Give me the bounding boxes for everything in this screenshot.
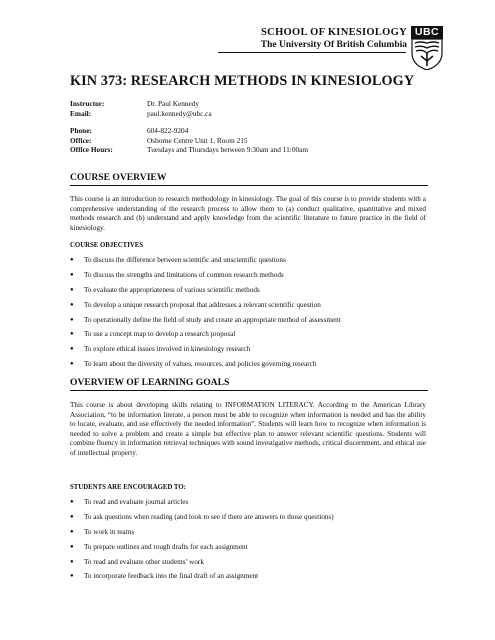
list-item: ● To learn about the diversity of values, resources, and policies governing research <box>70 359 317 368</box>
university-name: The University Of British Columbia <box>260 40 407 50</box>
bullet-icon: ● <box>70 558 74 565</box>
ubc-crest-icon <box>411 39 443 70</box>
email-value: paul.kennedy@ubc.ca <box>147 108 212 118</box>
phone-value: 604-822-9204 <box>147 126 189 135</box>
bullet-icon: ● <box>70 528 74 535</box>
bullet-icon: ● <box>70 286 74 293</box>
email-label: Email: <box>70 108 92 118</box>
list-item: ● To use a concept map to develop a research proposal <box>70 330 236 339</box>
office-hours-label: Office Hours: <box>70 145 113 154</box>
office-hours-row <box>70 145 308 155</box>
ubc-logo <box>411 26 443 70</box>
encouraged-heading: STUDENTS ARE ENCOURAGED TO: <box>70 484 186 491</box>
school-name: SCHOOL OF KINESIOLOGY <box>261 27 407 38</box>
list-item: ● To explore ethical issues involved in kinesiology research <box>70 345 251 354</box>
bullet-icon: ● <box>70 316 74 323</box>
list-item: ● To read and evaluate other students’ work <box>70 557 204 566</box>
office-block <box>70 126 308 155</box>
instructor-value: Dr. Paul Kennedy <box>147 99 200 108</box>
course-overview-text: This course is an introduction to research methodology in kinesiology. The goal of this course is to provide students with a comprehensive understanding of the research process to allow them to (a) conduct qualitative, quantitative and mixed methods research and (b) understand and apply knowledge from the scientific literature to future practice in the field of kinesiology. <box>70 195 426 232</box>
ubc-logo-text: UBC <box>411 26 443 39</box>
list-item: ● To ask questions when reading (and look to see if there are answers to those questions) <box>70 513 334 522</box>
learning-goals-heading: OVERVIEW OF LEARNING GOALS <box>70 377 428 391</box>
bullet-icon: ● <box>70 360 74 367</box>
bullet-icon: ● <box>70 573 74 580</box>
course-objectives-heading: COURSE OBJECTIVES <box>70 242 144 249</box>
bullet-icon: ● <box>70 272 74 279</box>
phone-row <box>70 126 308 136</box>
bullet-icon: ● <box>70 301 74 308</box>
course-title: KIN 373: RESEARCH METHODS IN KINESIOLOGY <box>70 73 415 89</box>
bullet-icon: ● <box>70 543 74 550</box>
office-value: Osborne Centre Unit 1, Room 215 <box>147 135 248 145</box>
bullet-icon: ● <box>70 499 74 506</box>
list-item: ● To work in teams <box>70 527 134 536</box>
bullet-icon: ● <box>70 257 74 264</box>
office-row <box>70 136 308 146</box>
course-objectives-list <box>70 253 430 371</box>
list-item: ● To discuss the strengths and limitations of common research methods <box>70 271 284 280</box>
list-item: ● To discuss the difference between scientific and unscientific questions <box>70 256 286 265</box>
page-header <box>261 26 407 51</box>
office-label: Office: <box>70 135 92 145</box>
bullet-icon: ● <box>70 346 74 353</box>
phone-label: Phone: <box>70 126 92 135</box>
office-hours-value: Tuesdays and Thursdays between 9:30am and 11:00am <box>147 145 309 154</box>
learning-goals-text: This course is about developing skills relating to INFORMATION LITERACY. According to the American Library Association, “to be information literate, a person must be able to recognize when information is needed and has the ability to locate, evaluate, and use effectively the needed information”. Students will learn how to recognize when information is needed to solve a problem and create a simple but effective plan to answer relevant scientific questions. Students will combine fluency in information retrieval techniques with sound investigative methods, critical discernment, and ethical use of intellectual property. <box>70 401 426 457</box>
list-item: ● To develop a unique research proposal that addresses a relevant scientific question <box>70 300 321 309</box>
bullet-icon: ● <box>70 514 74 521</box>
header-rule <box>218 52 406 53</box>
list-item: ● To read and evaluate journal articles <box>70 498 189 507</box>
list-item: ● To operationally define the field of study and create an appropriate method of assessment <box>70 315 341 324</box>
bullet-icon: ● <box>70 331 74 338</box>
email-row <box>70 109 212 119</box>
list-item: ● To prepare outlines and rough drafts for each assignment <box>70 542 248 551</box>
course-overview-heading: COURSE OVERVIEW <box>70 172 428 186</box>
encouraged-list <box>70 495 430 584</box>
instructor-label: Instructor: <box>70 99 105 108</box>
instructor-block <box>70 99 212 118</box>
list-item: ● To incorporate feedback into the final draft of an assignment <box>70 572 259 581</box>
instructor-row <box>70 99 212 109</box>
list-item: ● To evaluate the appropriateness of various scientific methods <box>70 285 260 294</box>
